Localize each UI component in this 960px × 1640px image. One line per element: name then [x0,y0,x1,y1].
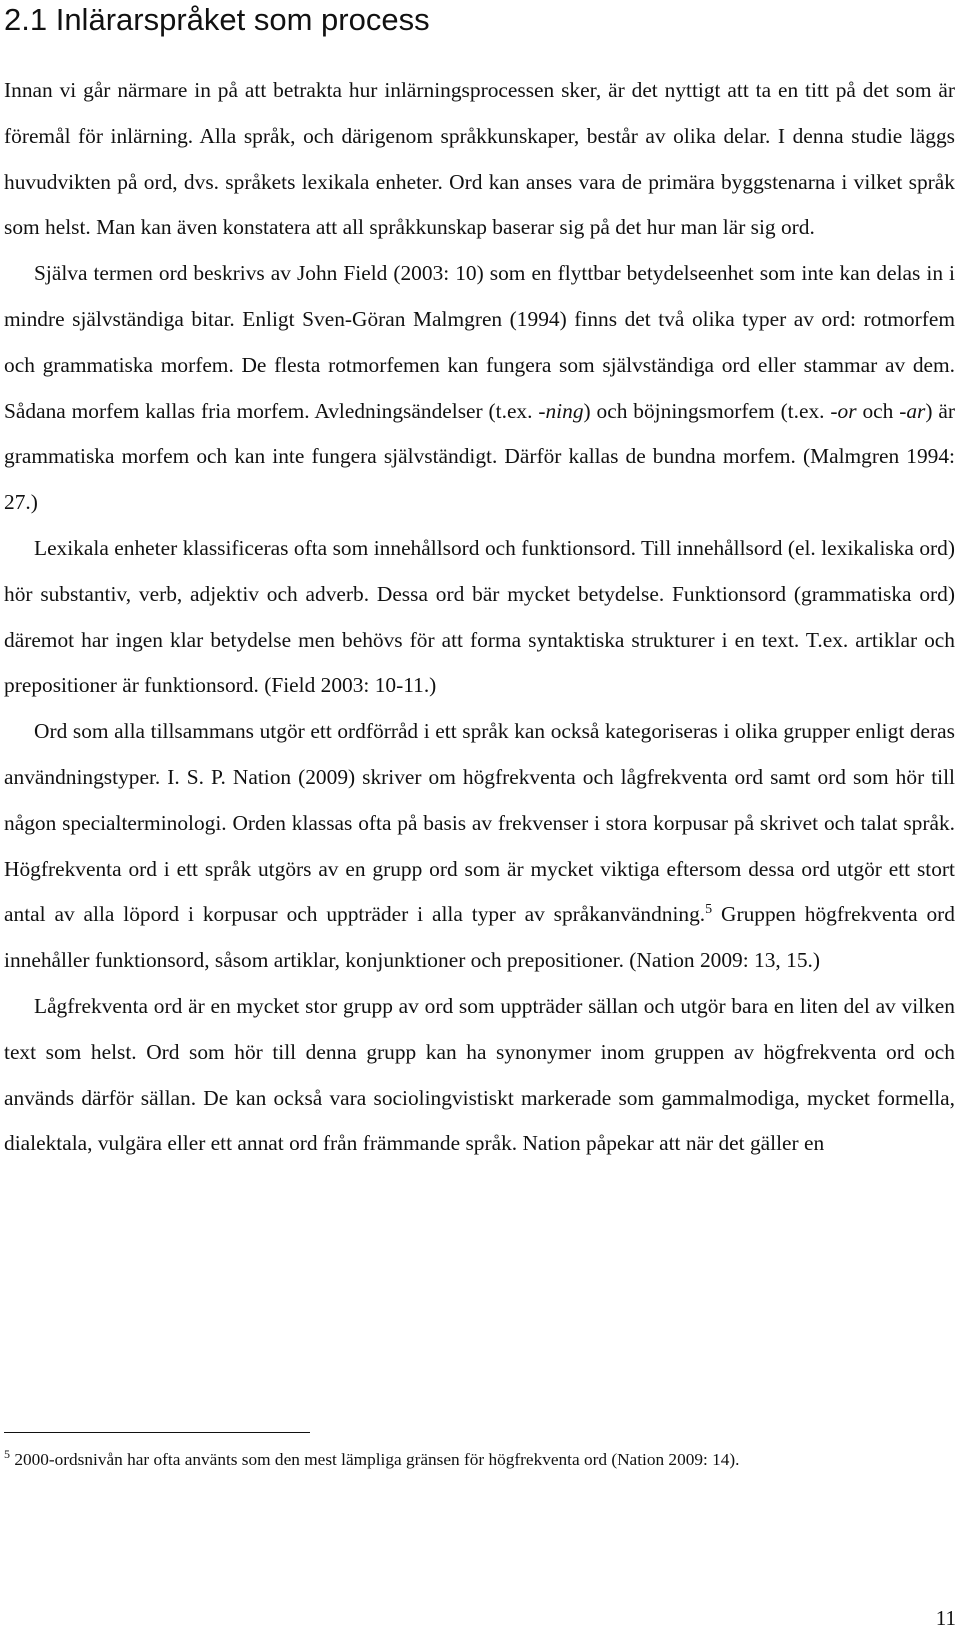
paragraph-2-text-b: ) och böjningsmorfem (t.ex. [583,398,831,423]
footnote-divider [4,1432,310,1433]
paragraph-5-text: Lågfrekventa ord är en mycket stor grupp av ord som uppträder sällan och utgör bara en liten del av vilken text som helst. Ord som hör till denna grupp kan ha synonymer inom gruppen av högfrekventa ord och används därför sällan. De kan också vara sociolingvistiskt markerade som gammalmodiga, mycket formella, dialektala, vulgära eller ett annat ord från främmande språk. Nation påpekar att när det gäller en [4,993,955,1156]
footnote-number: 5 [4,1447,10,1462]
paragraph-5 [4,984,955,1167]
paragraph-2-text-d: ) är grammatiska morfem och kan inte fungera självständigt. Därför kallas de bundna morfem. (Malmgren 1994: 27.) [4,398,955,515]
page-number: 11 [935,1606,956,1630]
footnote-text: 2000-ordsnivån har ofta använts som den mest lämpliga gränsen för högfrekventa ord (Nation 2009: 14). [14,1450,740,1469]
paragraph-1 [4,68,955,251]
suffix-or: -or [830,398,857,423]
paragraph-3 [4,526,955,709]
paragraph-4-text-b: Gruppen högfrekventa ord innehåller funktionsord, såsom artiklar, konjunktioner och prepositioner. (Nation 2009: 13, 15.) [4,902,955,973]
suffix-ar: -ar [899,398,926,423]
body-text [4,68,955,1167]
paragraph-3-text: Lexikala enheter klassificeras ofta som innehållsord och funktionsord. Till innehållsord (el. lexikaliska ord) hör substantiv, verb, adjektiv och adverb. Dessa ord bär mycket betydelse. Funktionsord (grammatiska ord) däremot har ingen klar betydelse men behövs för att forma syntaktiska strukturer i en text. T.ex. artiklar och prepositioner är funktionsord. (Field 2003: 10-11.) [4,535,955,698]
footnote-reference[interactable]: 5 [705,902,713,918]
paragraph-4-text-a: Ord som alla tillsammans utgör ett ordförråd i ett språk kan också kategoriseras i olika grupper enligt deras användningstyper. I. S. P. Nation (2009) skriver om högfrekventa och lågfrekventa ord samt ord som hör till någon specialterminologi. Orden klassas ofta på basis av frekvenser i stora korpusar på skrivet och talat språk. Högfrekventa ord i ett språk utgörs av en grupp ord som är mycket viktiga eftersom dessa ord utgör ett stort antal av alla löpord i korpusar och uppträder i alla typer av språkanvändning. [4,719,955,927]
suffix-ning: -ning [538,398,584,423]
section-heading: 2.1 Inlärarspråket som process [4,2,430,37]
paragraph-1-text: Innan vi går närmare in på att betrakta hur inlärningsprocessen sker, är det nyttigt att ta en titt på det som är föremål för inlärning. Alla språk, och därigenom språkkunskaper, består av olika delar. I denna studie läggs huvudvikten på ord, dvs. språkets lexikala enheter. Ord kan anses vara de primära byggstenarna i vilket språk som helst. Man kan även konstatera att all språkkunskap baserar sig på det hur man lär sig ord. [4,78,955,240]
paragraph-2-text-a: Själva termen ord beskrivs av John Field (2003: 10) som en flyttbar betydelseenhet som inte kan delas in i mindre självständiga bitar. Enligt Sven-Göran Malmgren (1994) finns det två olika typer av ord: rotmorfem och grammatiska morfem. De flesta rotmorfemen kan fungera som självständiga ord eller stammar av dem. Sådana morfem kallas fria morfem. Avledningsändelser (t.ex. [4,261,955,423]
paragraph-2-text-c: och [856,398,900,423]
paragraph-2 [4,251,955,526]
footnote [4,1448,955,1471]
paragraph-4 [4,709,955,984]
